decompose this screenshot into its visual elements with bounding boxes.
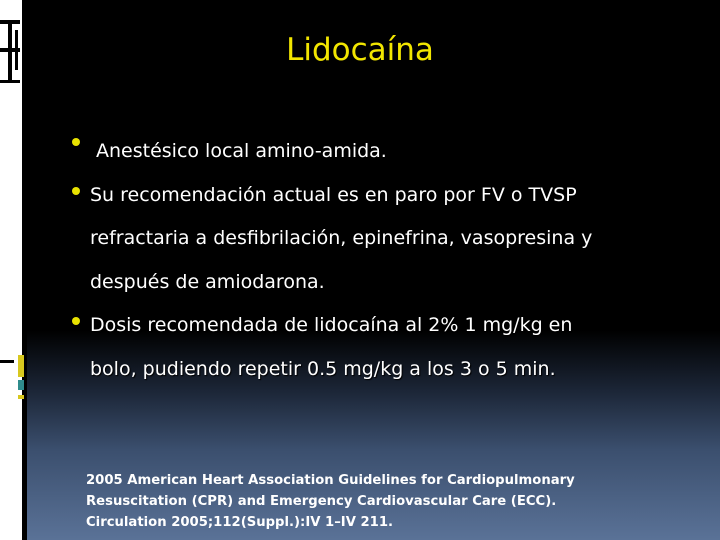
citation xyxy=(86,470,646,533)
bullet-list xyxy=(64,130,664,391)
bullet-line: después de amiodarona. xyxy=(90,270,325,293)
strip-accent-yellow xyxy=(18,355,24,377)
strip-line xyxy=(0,360,14,363)
strip-accent-yellow xyxy=(18,395,24,399)
bullet-line: Dosis recomendada de lidocaína al 2% 1 mg/kg en xyxy=(90,314,573,336)
citation-line: Circulation 2005;112(Suppl.):IV 1–IV 211. xyxy=(86,515,394,530)
bullet-line: Su recomendación actual es en paro por FV o TVSP xyxy=(90,183,577,206)
bullet-item xyxy=(64,174,664,305)
strip-divider xyxy=(22,0,27,540)
citation-line: Resuscitation (CPR) and Emergency Cardiovascular Care (ECC). xyxy=(86,494,557,509)
bullet-line: Anestésico local amino-amida. xyxy=(96,140,387,162)
bullet-dot-icon xyxy=(72,187,80,195)
citation-line: 2005 American Heart Association Guidelines for Cardiopulmonary xyxy=(86,473,575,488)
bullet-dot-icon xyxy=(72,138,80,146)
bullet-line: bolo, pudiendo repetir 0.5 mg/kg a los 3 o 5 min. xyxy=(90,357,556,380)
bullet-item xyxy=(64,304,664,391)
bullet-dot-icon xyxy=(72,317,80,325)
bullet-item xyxy=(64,130,664,174)
left-decorative-strip xyxy=(0,0,27,540)
slide-title: Lidocaína xyxy=(286,32,434,68)
strip-accent-teal xyxy=(18,380,24,390)
bullet-line: refractaria a desfibrilación, epinefrina, vasopresina y xyxy=(90,227,593,249)
